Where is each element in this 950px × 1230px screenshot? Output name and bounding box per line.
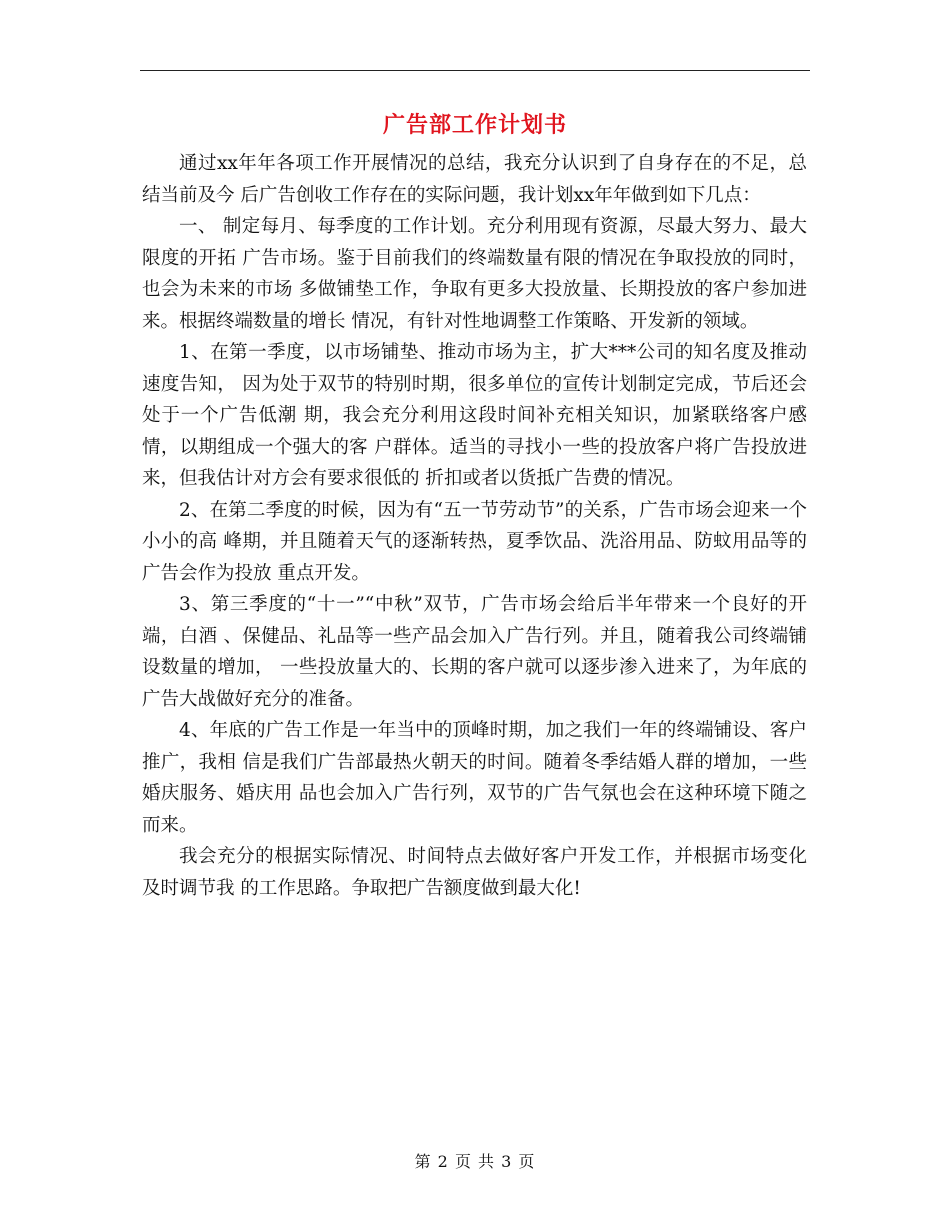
paragraph-plan-overview: 一、 制定每月、每季度的工作计划。充分利用现有资源，尽最大努力、最大限度的开拓 广告市场。鉴于目前我们的终端数量有限的情况在争取投放的同时，也会为未来的市场 多做铺垫工作，争取有更多大投放量、长期投放的客户参加进来。根据终端数量的增长 情况，有针对性地调整工作策略、开发新的领域。 — [142, 216, 807, 332]
paragraph-q3: 3、第三季度的“十一”“中秋”双节，广告市场会给后半年带来一个良好的开端，白酒 、保健品、礼品等一些产品会加入广告行列。并且，随着我公司终端铺设数量的增加， 一些投放量大的、长期的客户就可以逐步渗入进来了，为年底的广告大战做好充分的准备。 — [142, 594, 807, 710]
paragraph-conclusion: 我会充分的根据实际情况、时间特点去做好客户开发工作，并根据市场变化及时调节我 的工作思路。争取把广告额度做到最大化! — [142, 846, 807, 899]
page-number: 第 2 页 共 3 页 — [414, 1152, 536, 1171]
paragraph-q2: 2、在第二季度的时候，因为有“五一节劳动节”的关系，广告市场会迎来一个小小的高 峰期，并且随着天气的逐渐转热，夏季饮品、洗浴用品、防蚊用品等的广告会作为投放 重点开发。 — [142, 499, 807, 584]
document-body — [142, 148, 807, 904]
paragraph-intro: 通过xx年年各项工作开展情况的总结，我充分认识到了自身存在的不足，总结当前及今 后广告创收工作存在的实际问题，我计划xx年年做到如下几点： — [142, 153, 807, 206]
paragraph-q1: 1、在第一季度，以市场铺垫、推动市场为主，扩大***公司的知名度及推动速度告知， 因为处于双节的特别时期，很多单位的宣传计划制定完成，节后还会处于一个广告低潮 期，我会充分利用这段时间补充相关知识，加紧联络客户感情，以期组成一个强大的客 户群体。适当的寻找小一些的投放客户将广告投放进来，但我估计对方会有要求很低的 折扣或者以货抵广告费的情况。 — [142, 342, 807, 489]
document-title: 广告部工作计划书 — [382, 112, 567, 138]
header-rule — [140, 70, 810, 71]
paragraph-q4: 4、年底的广告工作是一年当中的顶峰时期，加之我们一年的终端铺设、客户推广，我相 信是我们广告部最热火朝天的时间。随着冬季结婚人群的增加，一些婚庆服务、婚庆用 品也会加入广告行列，双节的广告气氛也会在这种环境下随之而来。 — [142, 720, 807, 836]
